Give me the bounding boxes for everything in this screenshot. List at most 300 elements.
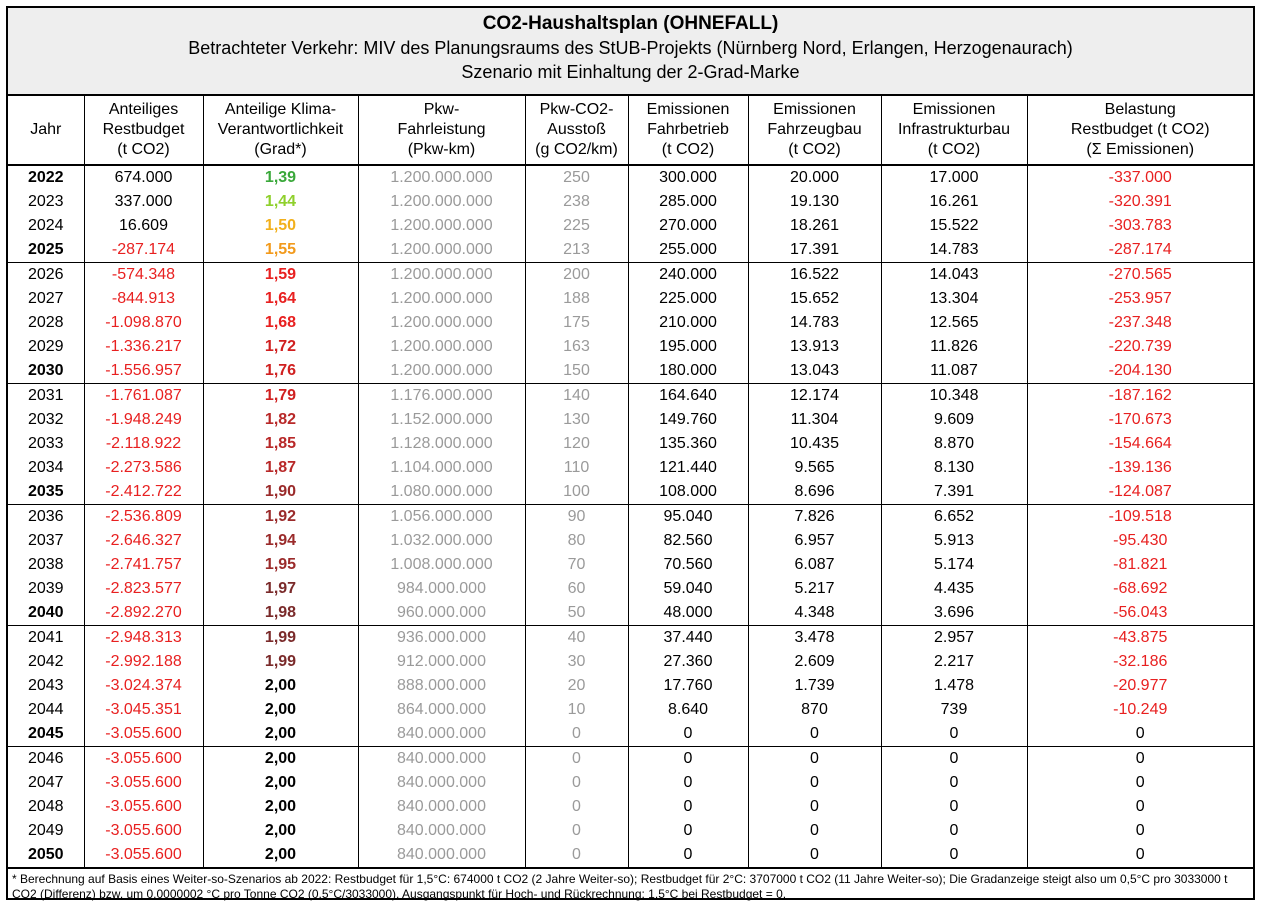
table-row [8, 408, 1253, 432]
infra-emissions-cell: 7.391 [881, 480, 1027, 505]
load-cell: -139.136 [1108, 459, 1172, 476]
drive-emissions-cell: 195.000 [628, 335, 748, 359]
emission-factor-cell: 50 [525, 601, 628, 626]
infra-emissions-cell: 8.130 [881, 456, 1027, 480]
emission-factor-cell: 130 [525, 408, 628, 432]
degree-cell: 2,00 [203, 771, 358, 795]
column-header [84, 96, 203, 165]
column-header [748, 96, 881, 165]
infra-emissions-cell: 0 [881, 843, 1027, 867]
budget-cell: -2.823.577 [84, 577, 203, 601]
drive-emissions-cell: 0 [628, 843, 748, 867]
year-cell: 2037 [8, 529, 84, 553]
degree-cell: 2,00 [203, 819, 358, 843]
vehicle-emissions-cell: 13.043 [748, 359, 881, 384]
drive-emissions-cell: 0 [628, 747, 748, 772]
drive-emissions-cell: 210.000 [628, 311, 748, 335]
table-body [8, 165, 1253, 867]
load-cell: -43.875 [1027, 626, 1253, 651]
column-header-line: (g CO2/km) [535, 141, 618, 158]
mileage-cell: 1.056.000.000 [358, 505, 525, 530]
budget-cell: -2.646.327 [84, 529, 203, 553]
column-header-line: Emissionen [912, 101, 996, 118]
drive-emissions-cell: 27.360 [628, 650, 748, 674]
mileage-cell: 1.200.000.000 [358, 190, 525, 214]
drive-emissions-cell: 0 [628, 771, 748, 795]
table-row [8, 674, 1253, 698]
degree-cell: 1,59 [203, 263, 358, 288]
vehicle-emissions-cell: 10.435 [748, 432, 881, 456]
drive-emissions-cell: 0 [628, 795, 748, 819]
table-row [8, 529, 1253, 553]
drive-emissions-cell: 108.000 [628, 480, 748, 505]
column-header [525, 96, 628, 165]
year-cell: 2047 [8, 771, 84, 795]
infra-emissions-cell: 0 [881, 771, 1027, 795]
year-cell: 2030 [8, 359, 84, 384]
emission-factor-cell: 225 [525, 214, 628, 238]
emission-factor-cell: 0 [525, 747, 628, 772]
drive-emissions-cell: 17.760 [628, 674, 748, 698]
year-cell: 2023 [8, 190, 84, 214]
year-cell: 2025 [8, 238, 84, 263]
drive-emissions-cell: 121.440 [628, 456, 748, 480]
drive-emissions-cell: 225.000 [628, 287, 748, 311]
drive-emissions-cell: 149.760 [628, 408, 748, 432]
table-row [8, 553, 1253, 577]
budget-cell: -1.948.249 [84, 408, 203, 432]
budget-cell: -2.273.586 [84, 456, 203, 480]
budget-cell: 674.000 [84, 165, 203, 190]
mileage-cell: 1.152.000.000 [358, 408, 525, 432]
drive-emissions-cell: 0 [628, 819, 748, 843]
load-cell: -20.977 [1113, 677, 1168, 694]
degree-cell: 1,44 [203, 190, 358, 214]
budget-cell: -2.992.188 [84, 650, 203, 674]
emission-factor-cell: 90 [525, 505, 628, 530]
vehicle-emissions-cell: 8.696 [748, 480, 881, 505]
mileage-cell: 840.000.000 [358, 747, 525, 772]
budget-cell: -3.055.600 [84, 819, 203, 843]
table-row [8, 577, 1253, 601]
degree-cell: 2,00 [203, 674, 358, 698]
degree-cell: 1,82 [203, 408, 358, 432]
infra-emissions-cell: 8.870 [881, 432, 1027, 456]
degree-cell: 1,76 [203, 359, 358, 384]
emission-factor-cell: 110 [525, 456, 628, 480]
drive-emissions-cell: 135.360 [628, 432, 748, 456]
load-cell: -270.565 [1027, 263, 1253, 288]
budget-cell: -3.055.600 [84, 771, 203, 795]
vehicle-emissions-cell: 4.348 [748, 601, 881, 626]
vehicle-emissions-cell: 11.304 [748, 408, 881, 432]
load-cell: -303.783 [1108, 217, 1172, 234]
year-cell: 2040 [8, 601, 84, 626]
degree-cell: 2,00 [203, 698, 358, 722]
infra-emissions-cell: 17.000 [881, 165, 1027, 190]
mileage-cell: 1.200.000.000 [358, 238, 525, 263]
vehicle-emissions-cell: 17.391 [748, 238, 881, 263]
budget-cell: -2.412.722 [84, 480, 203, 505]
load-cell: -10.249 [1113, 701, 1168, 718]
load-cell: -56.043 [1113, 604, 1168, 621]
column-header [1027, 96, 1253, 165]
drive-emissions-cell: 37.440 [628, 626, 748, 651]
infra-emissions-cell: 5.913 [881, 529, 1027, 553]
column-header-line: (Grad*) [254, 141, 307, 158]
table-row [8, 335, 1253, 359]
load-cell: 0 [1135, 725, 1145, 742]
year-cell: 2045 [8, 722, 84, 747]
drive-emissions-cell: 240.000 [628, 263, 748, 288]
mileage-cell: 1.008.000.000 [358, 553, 525, 577]
infra-emissions-cell: 13.304 [881, 287, 1027, 311]
vehicle-emissions-cell: 0 [748, 843, 881, 867]
table-row [8, 795, 1253, 819]
emission-factor-cell: 140 [525, 384, 628, 409]
degree-cell: 2,00 [203, 722, 358, 747]
degree-cell: 1,85 [203, 432, 358, 456]
column-header-line: Emissionen [646, 101, 730, 118]
mileage-cell: 1.080.000.000 [358, 480, 525, 505]
degree-cell: 1,99 [203, 626, 358, 651]
load-cell: 0 [1135, 774, 1145, 791]
vehicle-emissions-cell: 12.174 [748, 384, 881, 409]
sheet-header [8, 8, 1253, 96]
mileage-cell: 1.128.000.000 [358, 432, 525, 456]
column-header-line: (t CO2) [927, 141, 981, 158]
drive-emissions-cell: 82.560 [628, 529, 748, 553]
column-header-line: Emissionen [773, 101, 856, 118]
budget-cell: -3.055.600 [84, 795, 203, 819]
drive-emissions-cell: 48.000 [628, 601, 748, 626]
emission-factor-cell: 188 [525, 287, 628, 311]
column-header-line: Infrastrukturbau [897, 121, 1011, 138]
budget-cell: -1.556.957 [84, 359, 203, 384]
column-header [8, 96, 84, 165]
emission-factor-cell: 30 [525, 650, 628, 674]
mileage-cell: 1.200.000.000 [358, 335, 525, 359]
emission-factor-cell: 70 [525, 553, 628, 577]
budget-cell: -3.045.351 [84, 698, 203, 722]
infra-emissions-cell: 11.826 [881, 335, 1027, 359]
table-row [8, 480, 1253, 505]
degree-cell: 1,92 [203, 505, 358, 530]
infra-emissions-cell: 10.348 [881, 384, 1027, 409]
emission-factor-cell: 0 [525, 819, 628, 843]
year-cell: 2028 [8, 311, 84, 335]
drive-emissions-cell: 164.640 [628, 384, 748, 409]
vehicle-emissions-cell: 7.826 [748, 505, 881, 530]
year-cell: 2038 [8, 553, 84, 577]
year-cell: 2032 [8, 408, 84, 432]
vehicle-emissions-cell: 1.739 [748, 674, 881, 698]
emission-factor-cell: 163 [525, 335, 628, 359]
degree-cell: 1,55 [203, 238, 358, 263]
year-cell: 2027 [8, 287, 84, 311]
column-header-line: Restbudget [102, 121, 185, 138]
load-cell: -337.000 [1108, 169, 1172, 186]
emission-factor-cell: 250 [525, 165, 628, 190]
year-cell: 2039 [8, 577, 84, 601]
budget-cell: -3.055.600 [84, 722, 203, 747]
degree-cell: 1,90 [203, 480, 358, 505]
vehicle-emissions-cell: 2.609 [748, 650, 881, 674]
mileage-cell: 1.200.000.000 [358, 359, 525, 384]
emission-factor-cell: 0 [525, 722, 628, 747]
mileage-cell: 1.200.000.000 [358, 214, 525, 238]
vehicle-emissions-cell: 14.783 [748, 311, 881, 335]
load-cell: -124.087 [1108, 483, 1172, 500]
vehicle-emissions-cell: 870 [748, 698, 881, 722]
table-row [8, 698, 1253, 722]
footnote: * Berechnung auf Basis eines Weiter-so-Szenarios ab 2022: Restbudget für 1,5°C: 674000 t CO2 (2 Jahre Weiter-so); Restbudget für 2°C: 3707000 t CO2 (11 Jahre Weiter-so); Die Gradanzeige steigt also um 0,5°C pro 3033000 t CO2 (Differenz) bzw. um 0,0000002 °C pro Tonne CO2 (0,5°C/3033000). Ausgangspunkt für Hoch- und Rückrechnung: 1,5°C bei Restbudget = 0. [8, 867, 1253, 907]
budget-table [8, 96, 1253, 867]
table-row [8, 238, 1253, 263]
load-cell: -187.162 [1027, 384, 1253, 409]
column-header-line: (t CO2) [117, 141, 170, 158]
mileage-cell: 1.200.000.000 [358, 311, 525, 335]
budget-cell: 337.000 [84, 190, 203, 214]
infra-emissions-cell: 1.478 [881, 674, 1027, 698]
year-cell: 2043 [8, 674, 84, 698]
column-header-line: Pkw- [423, 101, 460, 118]
table-row [8, 311, 1253, 335]
degree-cell: 1,87 [203, 456, 358, 480]
infra-emissions-cell: 12.565 [881, 311, 1027, 335]
infra-emissions-cell: 2.217 [881, 650, 1027, 674]
budget-cell: -844.913 [84, 287, 203, 311]
emission-factor-cell: 0 [525, 843, 628, 867]
year-cell: 2041 [8, 626, 84, 651]
drive-emissions-cell: 0 [628, 722, 748, 747]
emission-factor-cell: 213 [525, 238, 628, 263]
emission-factor-cell: 40 [525, 626, 628, 651]
table-row [8, 819, 1253, 843]
vehicle-emissions-cell: 0 [748, 722, 881, 747]
budget-cell: -3.024.374 [84, 674, 203, 698]
year-cell: 2024 [8, 214, 84, 238]
load-cell: -68.692 [1113, 580, 1168, 597]
infra-emissions-cell: 739 [881, 698, 1027, 722]
table-row [8, 843, 1253, 867]
emission-factor-cell: 10 [525, 698, 628, 722]
load-cell: 0 [1135, 846, 1145, 863]
vehicle-emissions-cell: 0 [748, 747, 881, 772]
year-cell: 2036 [8, 505, 84, 530]
load-cell: -320.391 [1108, 193, 1172, 210]
mileage-cell: 960.000.000 [358, 601, 525, 626]
column-header-line: (t CO2) [788, 141, 841, 158]
column-header-line: Restbudget (t CO2) [1070, 121, 1210, 138]
column-header [881, 96, 1027, 165]
budget-cell: -1.098.870 [84, 311, 203, 335]
mileage-cell: 840.000.000 [358, 795, 525, 819]
year-cell: 2046 [8, 747, 84, 772]
drive-emissions-cell: 59.040 [628, 577, 748, 601]
drive-emissions-cell: 8.640 [628, 698, 748, 722]
vehicle-emissions-cell: 20.000 [748, 165, 881, 190]
mileage-cell: 1.200.000.000 [358, 287, 525, 311]
infra-emissions-cell: 0 [881, 819, 1027, 843]
load-cell: -204.130 [1108, 362, 1172, 379]
vehicle-emissions-cell: 15.652 [748, 287, 881, 311]
table-row [8, 626, 1253, 651]
emission-factor-cell: 175 [525, 311, 628, 335]
column-header-line: Ausstoß [547, 121, 606, 138]
load-cell: 0 [1027, 747, 1253, 772]
mileage-cell: 840.000.000 [358, 771, 525, 795]
infra-emissions-cell: 14.043 [881, 263, 1027, 288]
emission-factor-cell: 100 [525, 480, 628, 505]
column-header-line: (Pkw-km) [407, 141, 476, 158]
emission-factor-cell: 150 [525, 359, 628, 384]
budget-cell: -287.174 [84, 238, 203, 263]
drive-emissions-cell: 180.000 [628, 359, 748, 384]
drive-emissions-cell: 270.000 [628, 214, 748, 238]
degree-cell: 1,64 [203, 287, 358, 311]
degree-cell: 1,95 [203, 553, 358, 577]
infra-emissions-cell: 11.087 [881, 359, 1027, 384]
infra-emissions-cell: 0 [881, 747, 1027, 772]
column-header-line: Anteilige Klima- [224, 101, 337, 118]
year-cell: 2029 [8, 335, 84, 359]
year-cell: 2048 [8, 795, 84, 819]
column-header-line: Pkw-CO2- [539, 101, 614, 118]
load-cell: -253.957 [1108, 290, 1172, 307]
column-header [358, 96, 525, 165]
column-header [203, 96, 358, 165]
column-header-line: Belastung [1104, 101, 1176, 118]
table-row [8, 214, 1253, 238]
infra-emissions-cell: 16.261 [881, 190, 1027, 214]
budget-cell: -2.536.809 [84, 505, 203, 530]
year-cell: 2031 [8, 384, 84, 409]
infra-emissions-cell: 15.522 [881, 214, 1027, 238]
budget-cell: -3.055.600 [84, 747, 203, 772]
mileage-cell: 888.000.000 [358, 674, 525, 698]
mileage-cell: 864.000.000 [358, 698, 525, 722]
sheet-title: CO2-Haushaltsplan (OHNEFALL) [482, 13, 779, 34]
year-cell: 2022 [8, 165, 84, 190]
year-cell: 2033 [8, 432, 84, 456]
degree-cell: 2,00 [203, 747, 358, 772]
infra-emissions-cell: 6.652 [881, 505, 1027, 530]
emission-factor-cell: 0 [525, 771, 628, 795]
table-row [8, 650, 1253, 674]
emission-factor-cell: 200 [525, 263, 628, 288]
degree-cell: 1,94 [203, 529, 358, 553]
load-cell: -32.186 [1113, 653, 1168, 670]
infra-emissions-cell: 3.696 [881, 601, 1027, 626]
emission-factor-cell: 60 [525, 577, 628, 601]
column-header [628, 96, 748, 165]
degree-cell: 1,50 [203, 214, 358, 238]
table-row [8, 190, 1253, 214]
drive-emissions-cell: 300.000 [628, 165, 748, 190]
emission-factor-cell: 120 [525, 432, 628, 456]
column-header-line: (Σ Emissionen) [1086, 141, 1195, 158]
vehicle-emissions-cell: 0 [748, 771, 881, 795]
year-cell: 2044 [8, 698, 84, 722]
budget-cell: -574.348 [84, 263, 203, 288]
load-cell: 0 [1135, 822, 1145, 839]
mileage-cell: 1.104.000.000 [358, 456, 525, 480]
vehicle-emissions-cell: 6.087 [748, 553, 881, 577]
load-cell: -170.673 [1108, 411, 1172, 428]
mileage-cell: 912.000.000 [358, 650, 525, 674]
mileage-cell: 840.000.000 [358, 722, 525, 747]
degree-cell: 1,68 [203, 311, 358, 335]
table-row [8, 263, 1253, 288]
infra-emissions-cell: 4.435 [881, 577, 1027, 601]
table-row [8, 722, 1253, 747]
infra-emissions-cell: 0 [881, 722, 1027, 747]
budget-cell: -2.118.922 [84, 432, 203, 456]
budget-cell: -3.055.600 [84, 843, 203, 867]
mileage-cell: 1.176.000.000 [358, 384, 525, 409]
degree-cell: 1,72 [203, 335, 358, 359]
degree-cell: 1,97 [203, 577, 358, 601]
drive-emissions-cell: 70.560 [628, 553, 748, 577]
budget-cell: -2.892.270 [84, 601, 203, 626]
drive-emissions-cell: 285.000 [628, 190, 748, 214]
column-header-row [8, 96, 1253, 165]
sheet-subtitle: Betrachteter Verkehr: MIV des Planungsraums des StUB-Projekts (Nürnberg Nord, Erlangen, Herzogenaurach) [188, 38, 1073, 58]
table-row [8, 384, 1253, 409]
year-cell: 2042 [8, 650, 84, 674]
budget-cell: -1.336.217 [84, 335, 203, 359]
vehicle-emissions-cell: 5.217 [748, 577, 881, 601]
table-row [8, 456, 1253, 480]
mileage-cell: 1.200.000.000 [358, 263, 525, 288]
emission-factor-cell: 80 [525, 529, 628, 553]
load-cell: -95.430 [1113, 532, 1168, 549]
infra-emissions-cell: 0 [881, 795, 1027, 819]
degree-cell: 1,39 [203, 165, 358, 190]
drive-emissions-cell: 255.000 [628, 238, 748, 263]
drive-emissions-cell: 95.040 [628, 505, 748, 530]
load-cell: -237.348 [1108, 314, 1172, 331]
table-row [8, 165, 1253, 190]
vehicle-emissions-cell: 13.913 [748, 335, 881, 359]
infra-emissions-cell: 14.783 [881, 238, 1027, 263]
vehicle-emissions-cell: 0 [748, 819, 881, 843]
table-row [8, 432, 1253, 456]
column-header-line: Fahrbetrieb [647, 121, 729, 138]
table-row [8, 601, 1253, 626]
infra-emissions-cell: 9.609 [881, 408, 1027, 432]
load-cell: -287.174 [1108, 241, 1172, 258]
budget-cell: -2.948.313 [84, 626, 203, 651]
year-cell: 2026 [8, 263, 84, 288]
column-header-line: Anteiliges [108, 101, 179, 118]
mileage-cell: 984.000.000 [358, 577, 525, 601]
column-header-line: Verantwortlichkeit [217, 121, 344, 138]
year-cell: 2049 [8, 819, 84, 843]
table-row [8, 359, 1253, 384]
vehicle-emissions-cell: 0 [748, 795, 881, 819]
load-cell: -220.739 [1108, 338, 1172, 355]
vehicle-emissions-cell: 3.478 [748, 626, 881, 651]
load-cell: -109.518 [1027, 505, 1253, 530]
mileage-cell: 840.000.000 [358, 819, 525, 843]
budget-cell: -1.761.087 [84, 384, 203, 409]
column-header-line: Fahrleistung [397, 121, 486, 138]
year-cell: 2035 [8, 480, 84, 505]
load-cell: -81.821 [1113, 556, 1168, 573]
infra-emissions-cell: 5.174 [881, 553, 1027, 577]
